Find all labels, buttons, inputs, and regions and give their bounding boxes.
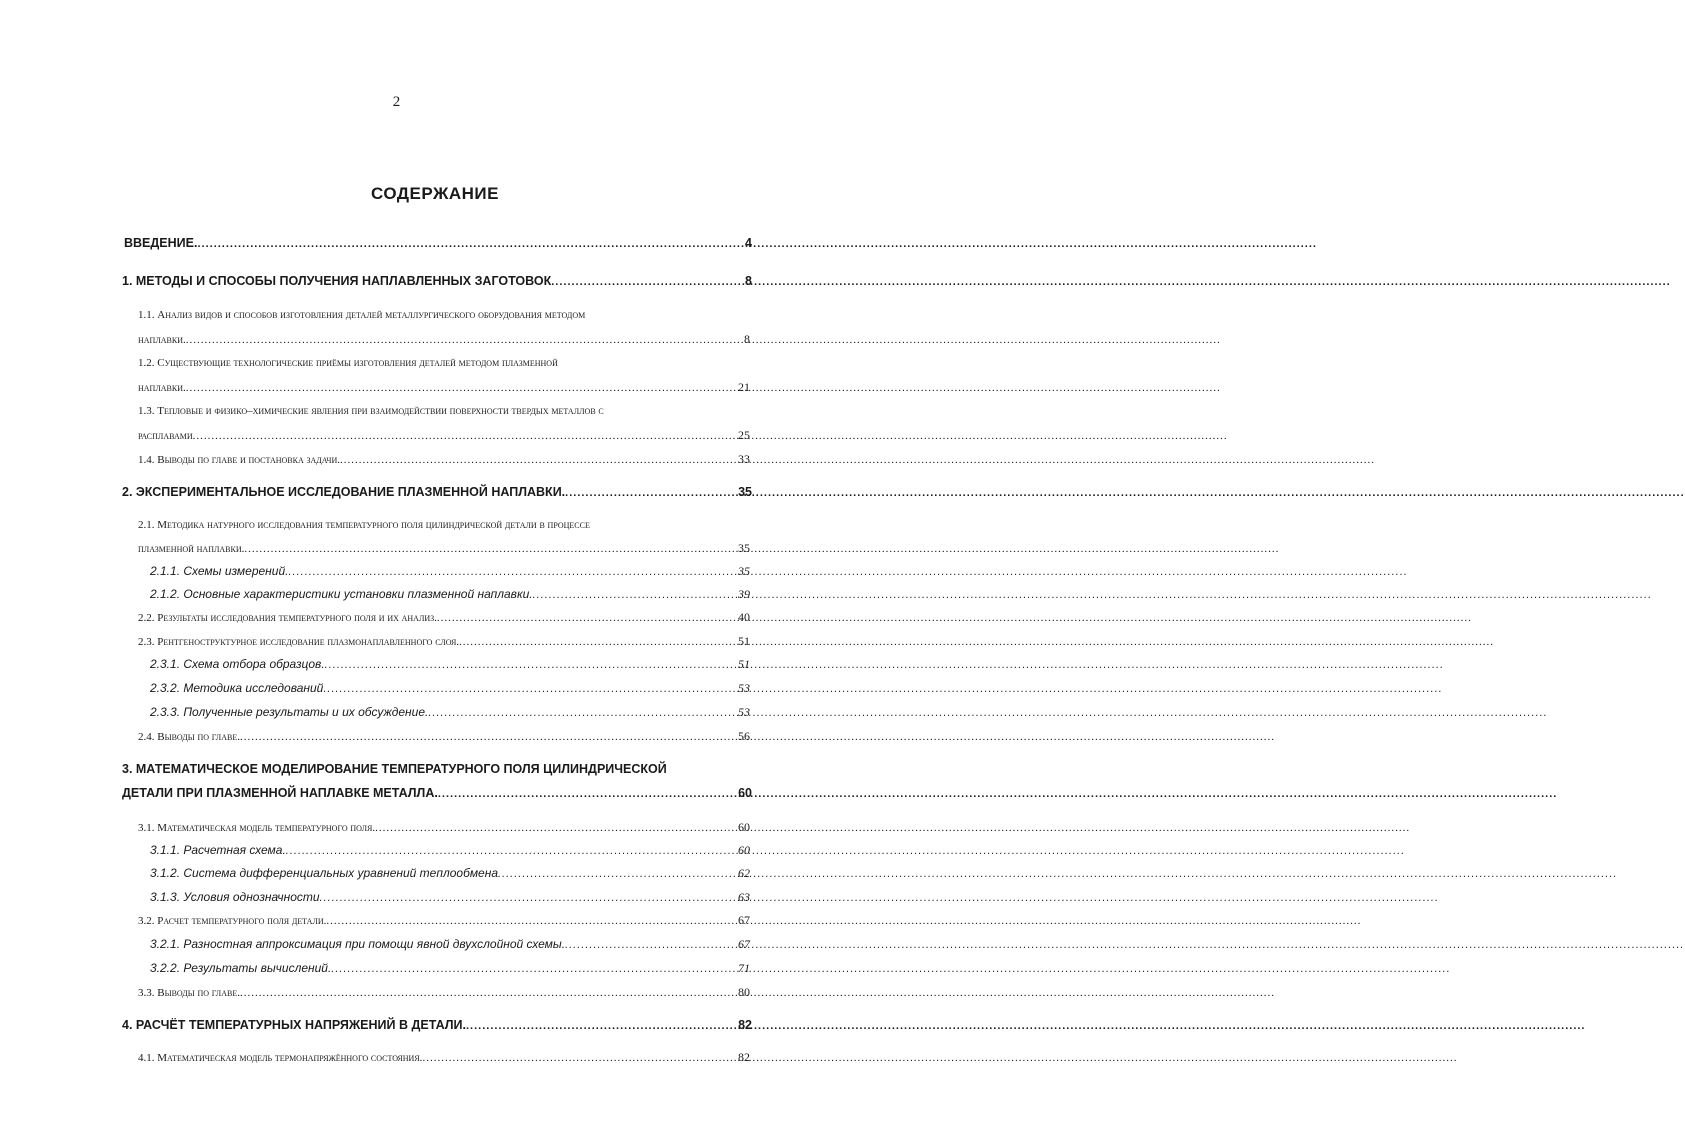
toc-entry-label: 2.2. Результаты исследования температурного поля и их анализ. [138,612,437,624]
toc-subsection-2-3-2[interactable] [150,678,750,698]
toc-section-3-2[interactable] [138,910,750,930]
toc-subsection-3-1-1[interactable] [150,840,750,860]
toc-entry-label: 2.3.1. Схема отбора образцов. [150,657,325,671]
dot-leader [428,703,737,723]
toc-subsection-2-1-2[interactable] [150,584,750,604]
toc-entry-label: 2.1.2. Основные характеристики установки плазменной наплавки. [150,587,533,601]
dot-leader [240,727,737,747]
toc-entry-label: 2.1.1. Схемы измерений. [150,564,289,578]
toc-page-number: 82 [738,1050,750,1064]
dot-leader [459,632,737,652]
toc-subsection-3-1-2[interactable] [150,863,750,883]
dot-leader [498,864,737,884]
dot-leader [325,655,737,675]
dot-leader [186,378,737,398]
toc-entry-label: 2.3.3. Полученные результаты и их обсуждение. [150,705,429,719]
table-of-contents [0,0,793,1122]
dot-leader [288,562,737,582]
toc-page-number: 39 [738,587,750,601]
toc-section-2-1[interactable] [138,538,750,558]
page-number: 2 [392,94,401,110]
dot-leader [375,818,737,838]
toc-page-number: 60 [738,843,750,857]
toc-section-2-3[interactable] [138,631,750,651]
toc-section-2-2[interactable] [138,607,750,627]
dot-leader [422,1048,737,1068]
toc-section-3-1[interactable] [138,817,750,837]
toc-entry-label: плазменной наплавки. [138,543,245,555]
toc-page-number: 82 [738,1018,752,1032]
toc-page-number: 56 [738,729,750,743]
dot-leader [551,272,744,292]
toc-entry-label: 3.3. Выводы по главе. [138,987,240,999]
toc-page-number: 25 [738,428,750,442]
toc-entry-label: 4.1. Математическая модель термонапряжённого состояния. [138,1052,423,1064]
dot-leader [197,234,744,254]
toc-chapter-3-line1[interactable]: 3. МАТЕМАТИЧЕСКОЕ МОДЕЛИРОВАНИЕ ТЕМПЕРАТУРНОГО ПОЛЯ ЦИЛИНДРИЧЕСКОЙ [122,762,667,776]
dot-leader [331,959,737,979]
toc-entry-label: наплавки. [138,382,186,394]
toc-page-number: 40 [738,610,750,624]
toc-page-number: 63 [738,890,750,904]
toc-entry-label: 2.4. Выводы по главе. [138,731,240,743]
toc-chapter-3[interactable] [122,783,752,803]
toc-entry-label: наплавки. [138,334,186,346]
toc-page-number: 51 [738,657,750,671]
toc-chapter-4[interactable] [122,1015,752,1035]
page-title: СОДЕРЖАНИЕ [371,184,499,203]
toc-page-number: 53 [738,681,750,695]
toc-section-1-2-line1[interactable]: 1.2. Существующие технологические приёмы изготовления деталей методом плазменной [138,357,558,369]
toc-section-1-4[interactable] [138,449,750,469]
toc-section-1-2[interactable] [138,377,750,397]
toc-page-number: 53 [738,705,750,719]
toc-entry-label: ВВЕДЕНИЕ. [124,236,198,250]
toc-page-number: 67 [738,913,750,927]
toc-entry-label: 1.4. Выводы по главе и постановка задачи. [138,454,341,466]
toc-page-number: 21 [738,380,750,394]
dot-leader [244,539,737,559]
toc-page-number: 80 [738,985,750,999]
toc-entry-label: 3.1.1. Расчетная схема. [150,843,286,857]
toc-page-number: 62 [738,866,750,880]
toc-section-2-1-line1[interactable]: 2.1. Методика натурного исследования температурного поля цилиндрической детали в процессе [138,519,590,531]
toc-section-3-3[interactable] [138,982,750,1002]
toc-section-1-1-line1[interactable]: 1.1. Анализ видов и способов изготовления деталей металлургического оборудования методом [138,309,586,321]
toc-entry-label: ДЕТАЛИ ПРИ ПЛАЗМЕННОЙ НАПЛАВКЕ МЕТАЛЛА. [122,786,438,800]
toc-chapter-2[interactable] [122,482,752,502]
dot-leader [320,888,737,908]
dot-leader [240,983,737,1003]
toc-entry-label: 1. МЕТОДЫ И СПОСОБЫ ПОЛУЧЕНИЯ НАПЛАВЛЕННЫХ ЗАГОТОВОК [122,274,552,288]
toc-page-number: 4 [745,236,752,250]
toc-page-number: 71 [738,961,750,975]
toc-page-number: 60 [738,786,752,800]
toc-subsection-2-3-3[interactable] [150,702,750,722]
toc-entry-label: 2.3.2. Методика исследований [150,681,324,695]
toc-section-4-1[interactable] [138,1047,750,1067]
toc-page-number: 35 [738,485,752,499]
toc-entry-label: расплавами [138,430,193,442]
dot-leader [340,450,737,470]
toc-subsection-2-1-1[interactable] [150,561,750,581]
dot-leader [565,935,737,955]
toc-page-number: 8 [745,274,752,288]
dot-leader [326,911,737,931]
toc-entry-label: 3.1. Математическая модель температурного поля. [138,822,376,834]
toc-section-1-3[interactable] [138,425,750,445]
toc-entry-label: 2. ЭКСПЕРИМЕНТАЛЬНОЕ ИССЛЕДОВАНИЕ ПЛАЗМЕННОЙ НАПЛАВКИ. [122,485,566,499]
toc-subsection-3-2-1[interactable] [150,934,750,954]
toc-entry-label: 3.1.3. Условия однозначности [150,890,320,904]
toc-section-2-4[interactable] [138,726,750,746]
dot-leader [565,483,737,503]
toc-section-1-1[interactable] [138,329,750,349]
dot-leader [438,784,737,804]
toc-page-number: 35 [738,541,750,555]
dot-leader [466,1016,737,1036]
toc-page-number: 8 [744,332,750,346]
toc-page-number: 51 [738,634,750,648]
toc-subsection-3-1-3[interactable] [150,887,750,907]
toc-entry-label: 3.2.2. Результаты вычислений. [150,961,332,975]
dot-leader [286,841,737,861]
dot-leader [437,608,737,628]
toc-subsection-2-3-1[interactable] [150,654,750,674]
toc-entry-label: 2.3. Рентгеноструктурное исследование плазмонаплавленного слоя. [138,636,460,648]
toc-page-number: 67 [738,937,750,951]
dot-leader [323,679,737,699]
toc-entry-label: 3.2. Расчет температурного поля детали. [138,915,327,927]
toc-page-number: 35 [738,564,750,578]
dot-leader [186,330,743,350]
toc-chapter-1[interactable] [122,271,752,291]
toc-section-1-3-line1[interactable]: 1.3. Тепловые и физико–химические явления при взаимодействии поверхности твердых металлов с [138,405,604,417]
toc-entry-label: 3.2.1. Разностная аппроксимация при помощи явной двухслойной схемы. [150,937,566,951]
toc-page-number: 33 [738,452,750,466]
toc-entry-label: 4. РАСЧЁТ ТЕМПЕРАТУРНЫХ НАПРЯЖЕНИЙ В ДЕТАЛИ. [122,1018,466,1032]
toc-page-number: 60 [738,820,750,834]
dot-leader [193,426,737,446]
toc-subsection-3-2-2[interactable] [150,958,750,978]
toc-entry-label: 3.1.2. Система дифференциальных уравнений теплообмена [150,866,498,880]
toc-entry-introduction[interactable] [124,233,752,253]
dot-leader [533,585,737,605]
